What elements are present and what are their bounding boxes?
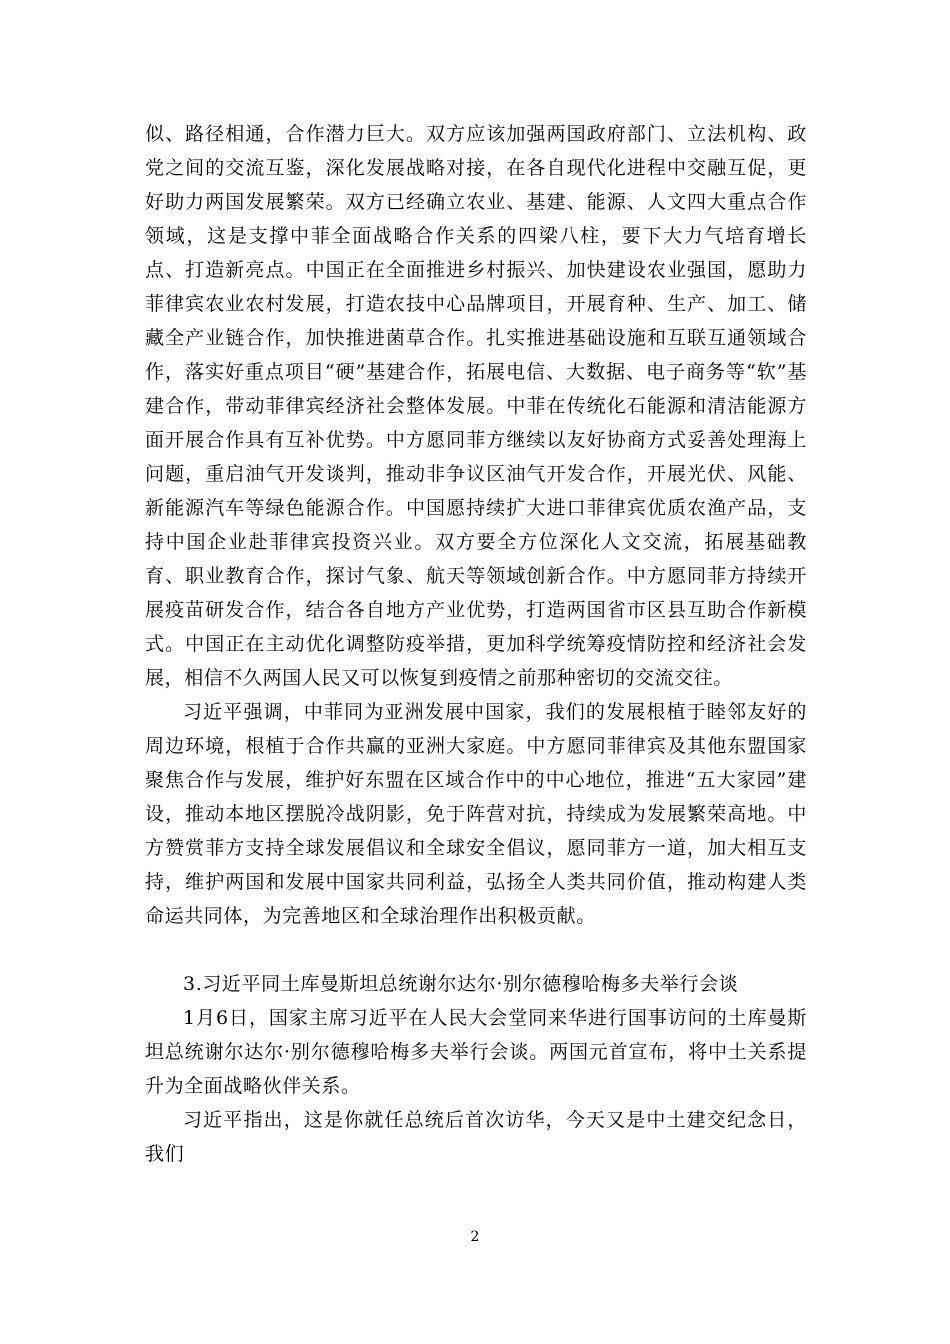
section-heading: 3.习近平同土库曼斯坦总统谢尔达尔·别尔德穆哈梅多夫举行会谈 bbox=[183, 973, 739, 995]
paragraph-continuation: 似、路径相通，合作潜力巨大。双方应该加强两国政府部门、立法机构、政党之间的交流互鉴，深化发展战略对接，在各自现代化进程中交融互促，更好助力两国发展繁荣。双方已经确立农业、基建、能源、人文四大重点合作领域，这是支撑中菲全面战略合作关系的四梁八柱，要下大力气培育增长点、打造新亮点。中国正在全面推进乡村振兴、加快建设农业强国，愿助力菲律宾农业农村发展，打造农技中心品牌项目，开展育种、生产、加工、储藏全产业链合作，加快推进菌草合作。扎实推进基础设施和互联互通领域合作，落实好重点项目“硬”基建合作，拓展电信、大数据、电子商务等“软”基建合作，带动菲律宾经济社会整体发展。中菲在传统化石能源和清洁能源方面开展合作具有互补优势。中方愿同菲方继续以友好协商方式妥善处理海上问题，重启油气开发谈判，推动非争议区油气开发合作，开展光伏、风能、新能源汽车等绿色能源合作。中国愿持续扩大进口菲律宾优质农渔产品，支持中国企业赴菲律宾投资兴业。双方要全方位深化人文交流，拓展基础教育、职业教育合作，探讨气象、航天等领域创新合作。中方愿同菲方持续开展疫苗研发合作，结合各自地方产业优势，打造两国省市区县互助合作新模式。中国正在主动优化调整防疫举措，更加科学统筹疫情防控和经济社会发展，相信不久两国人民又可以恢复到疫情之前那种密切的交流交往。 bbox=[145, 123, 807, 689]
document-body bbox=[145, 117, 807, 1171]
paragraph-meeting-intro: 1月6日，国家主席习近平在人民大会堂同来华进行国事访问的土库曼斯坦总统谢尔达尔·别尔德穆哈梅多夫举行会谈。两国元首宣布，将中土关系提升为全面战略伙伴关系。 bbox=[145, 1007, 807, 1097]
paragraph-xi-remarks: 习近平指出，这是你就任总统后首次访华，今天又是中土建交纪念日，我们 bbox=[145, 1109, 807, 1165]
section-spacer bbox=[145, 933, 807, 967]
paragraph-xi-emphasis: 习近平强调，中菲同为亚洲发展中国家，我们的发展根植于睦邻友好的周边环境，根植于合作共赢的亚洲大家庭。中方愿同菲律宾及其他东盟国家聚焦合作与发展，维护好东盟在区域合作中的中心地位，推进“五大家园”建设，推动本地区摆脱冷战阴影，免于阵营对抗，持续成为发展繁荣高地。中方赞赏菲方支持全球发展倡议和全球安全倡议，愿同菲方一道，加大相互支持，维护两国和发展中国家共同利益，弘扬全人类共同价值，推动构建人类命运共同体，为完善地区和全球治理作出积极贡献。 bbox=[145, 701, 807, 927]
page-number: 2 bbox=[470, 1229, 480, 1245]
